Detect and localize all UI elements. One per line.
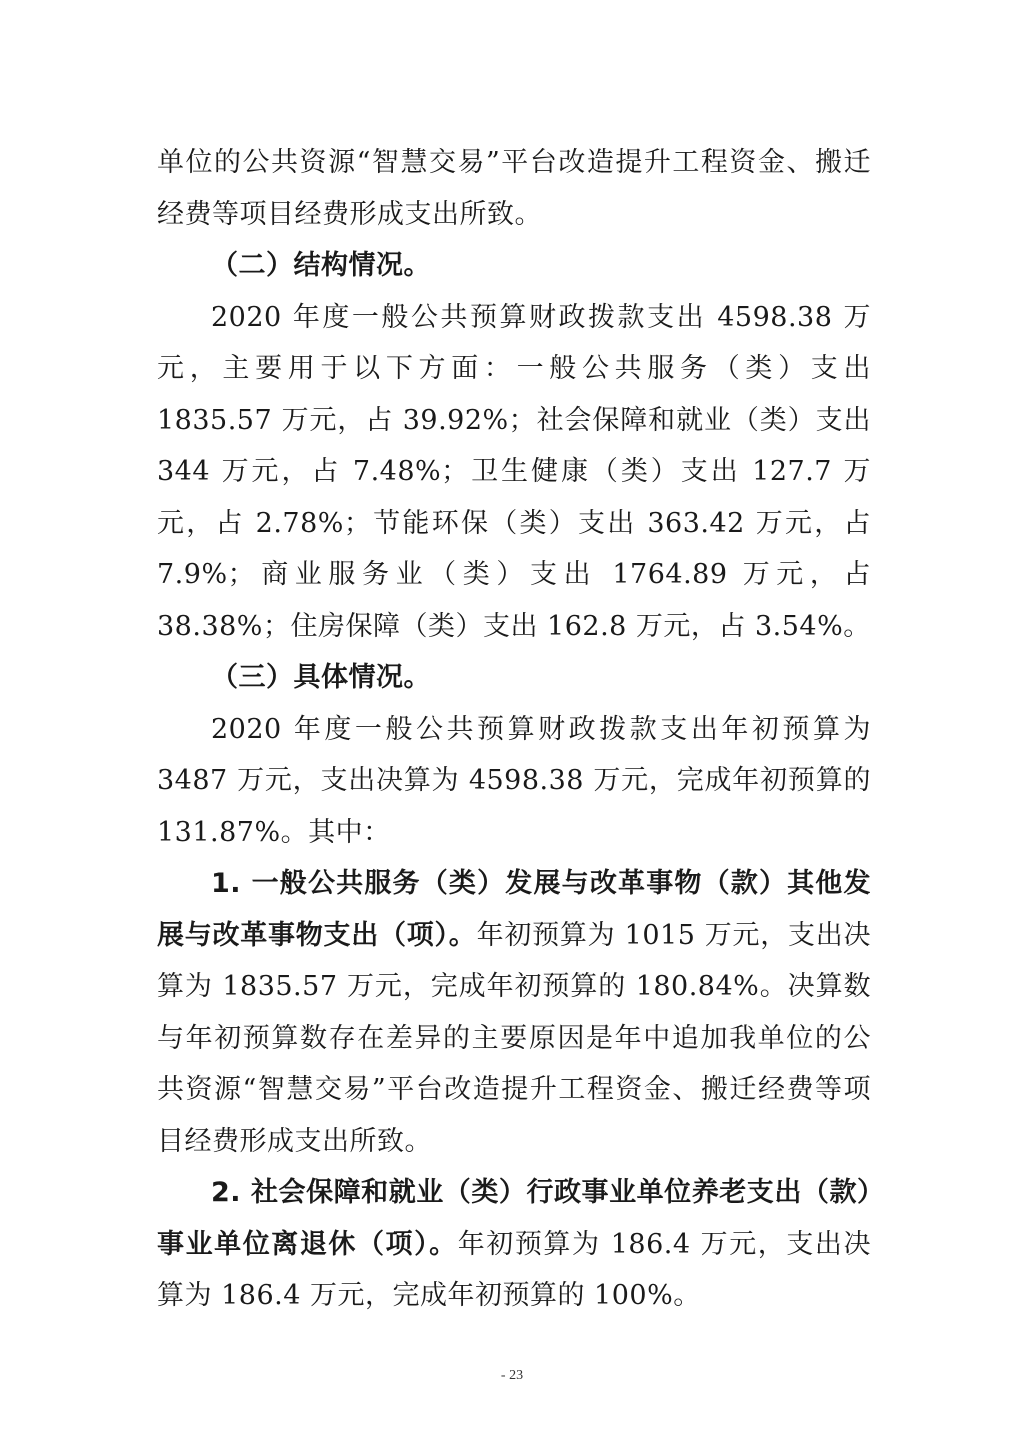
page-number: - 23 xyxy=(500,1368,524,1383)
paragraph-continuation: 单位的公共资源“智慧交易”平台改造提升工程资金、搬迁经费等项目经费形成支出所致。 xyxy=(157,147,871,230)
item-2 xyxy=(157,1167,871,1322)
paragraph-details: 2020 年度一般公共预算财政拨款支出年初预算为 3487 万元，支出决算为 4598.38 万元，完成年初预算的 131.87%。其中： xyxy=(157,713,871,848)
section-heading-structure: （二）结构情况。 xyxy=(211,250,431,281)
item-1-title: 1. 一般公共服务（类）发展与改革事物（款）其他发展与改革事物支出（项）。 xyxy=(157,868,871,951)
item-1-body: 年初预算为 1015 万元，支出决算为 1835.57 万元，完成年初预算的 180.84%。决算数与年初预算数存在差异的主要原因是年中追加我单位的公共资源“智慧交易”平台改造提升工程资金、搬迁经费等项目经费形成支出所致。 xyxy=(157,919,871,1157)
item-2-title: 2. 社会保障和就业（类）行政事业单位养老支出（款）事业单位离退休（项）。 xyxy=(157,1177,871,1260)
body-text xyxy=(157,137,871,1322)
section-heading-details: （三）具体情况。 xyxy=(211,662,431,693)
item-1 xyxy=(157,858,871,1167)
paragraph-structure: 2020 年度一般公共预算财政拨款支出 4598.38 万元，主要用于以下方面：一般公共服务（类）支出 1835.57 万元，占 39.92%；社会保障和就业（类）支出 344 万元，占 7.48%；卫生健康（类）支出 127.7 万元，占 2.78%；节能环保（类）支出 363.42 万元，占 7.9%；商业服务业（类）支出 1764.89 万元，占 38.38%；住房保障（类）支出 162.8 万元，占 3.54%。 xyxy=(157,301,871,642)
item-2-body: 年初预算为 186.4 万元，支出决算为 186.4 万元，完成年初预算的 100%。 xyxy=(157,1228,871,1311)
